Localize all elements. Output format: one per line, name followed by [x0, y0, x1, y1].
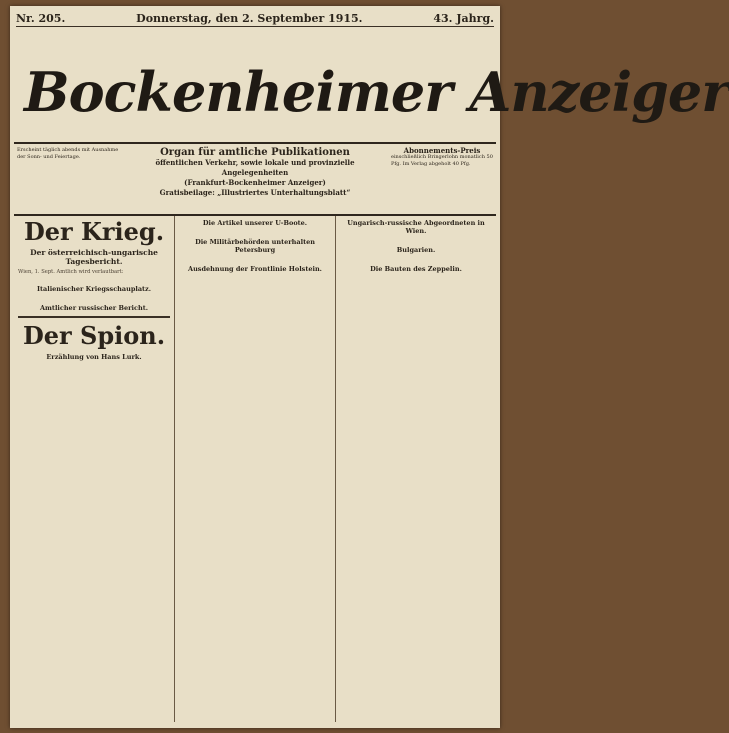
- subheadline-petersburg: Die Militärbehörden unterhalten Petersburg: [195, 238, 315, 254]
- subheadline-zeppelin: Die Bauten des Zeppelin.: [370, 265, 462, 273]
- organ-line: Organ für amtliche Publikationen: [160, 147, 350, 158]
- subscription-price: einschließlich Bringerlohn monatlich 50 Pfg. Im Verlag abgeholt 40 Pfg.: [391, 154, 493, 167]
- issue-date: Donnerstag, den 2. September 1915.: [136, 11, 363, 25]
- organ-description: [122, 144, 388, 214]
- byline: Erzählung von Hans Lurk.: [46, 352, 142, 361]
- subheadline-italian-front: Italienischer Kriegsschauplatz.: [36, 284, 152, 293]
- volume-number: 43. Jahrg.: [433, 11, 494, 25]
- subheadline-russian-report: Amtlicher russischer Bericht.: [40, 303, 148, 312]
- dateline: [16, 10, 494, 27]
- subheadline-u-boats: Die Artikel unserer U-Boote.: [202, 219, 308, 227]
- headline-spy: Der Spion.: [22, 320, 166, 350]
- publication-info: [14, 144, 122, 214]
- column-2: [175, 216, 336, 722]
- report-lead: Wien, 1. Sept. Amtlich wird verlautbart:: [18, 269, 124, 275]
- subscription-heading: Abonnements-Preis: [403, 146, 481, 155]
- issue-number: Nr. 205.: [16, 11, 66, 25]
- masthead-title: Bockenheimer Anzeiger: [24, 60, 729, 124]
- subtitle-line-3: Gratisbeilage: „Illustriertes Unterhaltungsblatt“: [159, 188, 351, 197]
- subheadline-austrian-report: Der österreichisch-ungarische Tagesbericht.: [30, 248, 158, 266]
- subtitle-line-1: öffentlichen Verkehr, sowie lokale und provinzielle Angelegenheiten: [155, 158, 355, 177]
- article-columns: [14, 216, 496, 722]
- headline-war: Der Krieg.: [23, 217, 165, 246]
- subheadline-delegates: Ungarisch-russische Abgeordneten in Wien.: [347, 219, 485, 235]
- column-3: [336, 216, 496, 722]
- subtitle-line-2: (Frankfurt-Bockenheimer Anzeiger): [184, 178, 326, 187]
- publication-schedule: Erscheint täglich abends mit Ausnahme der Sonn- und Feiertage.: [17, 147, 119, 160]
- subscription-info: [388, 144, 496, 214]
- subheadline-frontline: Ausdehnung der Frontlinie Holstein.: [188, 265, 322, 273]
- column-1: [14, 216, 175, 722]
- subheadline-bulgaria: Bulgarien.: [396, 246, 436, 254]
- newspaper-page: [10, 6, 729, 728]
- subhead-band: [14, 142, 496, 216]
- divider: [18, 316, 170, 318]
